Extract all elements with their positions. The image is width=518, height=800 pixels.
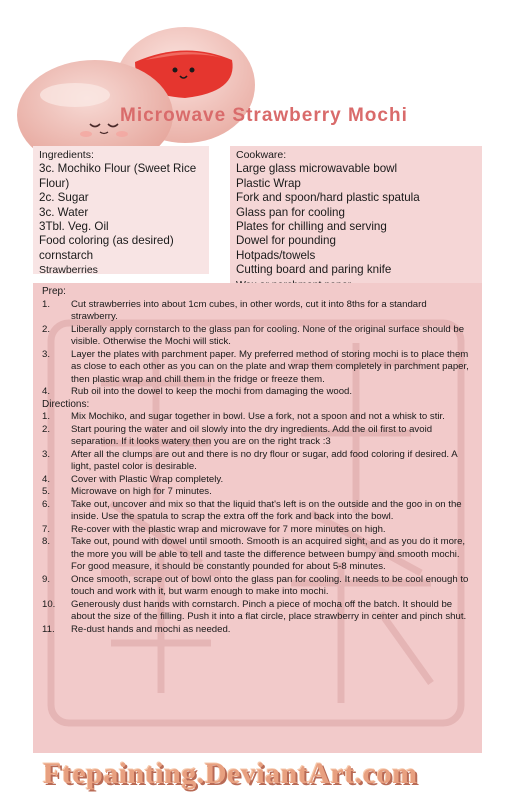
cookware-heading: Cookware:	[236, 149, 287, 161]
ingredient-item: Strawberries	[39, 264, 98, 277]
step-number: 5.	[42, 486, 51, 497]
cookware-item: Cutting board and paring knife	[236, 263, 392, 277]
list-item	[42, 411, 474, 424]
list-item	[42, 599, 474, 624]
step-text: Cover with Plastic Wrap completely.	[71, 473, 224, 485]
step-text: Generously dust hands with cornstarch. Pinch a piece of mocha off the batch. It should be about the size of the filling. Push it into a flat circle, place strawberry in center and pinch shut.	[71, 598, 467, 622]
directions-list	[42, 411, 474, 636]
cookware-item: Dowel for pounding	[236, 234, 336, 248]
ingredient-item: cornstarch	[39, 248, 94, 262]
step-number: 7.	[42, 523, 51, 535]
step-number: 3.	[42, 348, 51, 360]
step-text: Layer the plates with parchment paper. My preferred method of storing mochi is to place them as close to each other as you can on the plate and wrap them completely in parchment paper, then plastic wrap and chill them in the fridge or freeze them.	[71, 348, 469, 385]
list-item	[42, 499, 474, 524]
ingredient-item: 2c. Sugar	[39, 191, 89, 205]
list-item	[42, 574, 474, 599]
list-item	[42, 449, 474, 474]
deviantart-footer: Ftepainting.DeviantArt.com	[43, 757, 418, 790]
list-item	[42, 324, 474, 349]
ingredient-item: Food coloring (as desired)	[39, 234, 174, 248]
step-number: 1.	[42, 298, 51, 310]
step-number: 1.	[42, 411, 51, 422]
step-number: 11.	[42, 623, 55, 635]
ingredients-panel	[33, 146, 209, 277]
step-text: Cut strawberries into about 1cm cubes, in other words, cut it into 8ths for a standard strawberry.	[71, 298, 427, 322]
cookware-list	[230, 146, 482, 292]
ingredient-item: 3c. Water	[39, 205, 89, 219]
cookware-item: Plates for chilling and serving	[236, 220, 387, 234]
cookware-item: Plastic Wrap	[236, 176, 301, 190]
prep-list	[42, 299, 474, 399]
list-item	[42, 486, 474, 499]
ingredient-item: 3c. Mochiko Flour (Sweet Rice Flour)	[39, 162, 197, 190]
step-text: Microwave on high for 7 minutes.	[71, 486, 212, 497]
step-number: 3.	[42, 448, 51, 460]
list-item	[42, 349, 474, 387]
list-item	[42, 386, 474, 399]
step-text: Re-dust hands and mochi as needed.	[71, 623, 231, 635]
ingredient-item: 3Tbl. Veg. Oil	[39, 220, 109, 234]
cookware-item: Fork and spoon/hard plastic spatula	[236, 191, 420, 205]
step-number: 8.	[42, 536, 51, 547]
prep-heading: Prep:	[42, 286, 66, 297]
list-item	[42, 524, 474, 537]
cookware-item: Glass pan for cooling	[236, 205, 345, 219]
step-number: 2.	[42, 323, 51, 335]
step-text: Mix Mochiko, and sugar together in bowl. Use a fork, not a spoon and not a whisk to stir.	[71, 411, 445, 422]
list-item	[42, 474, 474, 487]
step-text: Take out, uncover and mix so that the liquid that's left is on the outside and the goo in on the inside. Use the spatula to scrap the extra off the fork and back into the bowl.	[71, 498, 462, 522]
page-title: Microwave Strawberry Mochi	[120, 105, 408, 126]
step-number: 9.	[42, 573, 51, 585]
list-item	[42, 424, 474, 449]
cookware-panel	[230, 146, 482, 284]
directions-heading: Directions:	[42, 398, 90, 410]
step-number: 4.	[42, 473, 51, 485]
step-number: 2.	[42, 423, 51, 435]
step-text: Take out, pound with dowel until smooth. Smooth is an acquired sight, and as you do it more, the more you will be able to tell and taste the difference between bumpy and smooth mochi. For good measure, it should be constantly pounded for about 5-8 minutes.	[71, 536, 466, 572]
step-number: 4.	[42, 386, 51, 397]
list-item	[42, 299, 474, 324]
list-item	[42, 536, 474, 574]
step-text: Re-cover with the plastic wrap and microwave for 7 more minutes on high.	[71, 523, 386, 535]
step-text: Liberally apply cornstarch to the glass pan for cooling. None of the original surface should be visible. Otherwise the Mochi will stick.	[71, 323, 465, 347]
step-text: Start pouring the water and oil slowly into the dry ingredients. Add the oil first to avoid separation. If it looks watery then you are on the right track :3	[71, 423, 433, 447]
step-text: Rub oil into the dowel to keep the mochi from damaging the wood.	[71, 386, 353, 397]
ingredients-heading: Ingredients:	[39, 149, 94, 161]
ingredients-list	[33, 146, 209, 278]
list-item	[42, 624, 474, 637]
step-number: 10.	[42, 598, 56, 610]
cookware-item: Large glass microwavable bowl	[236, 162, 398, 176]
step-number: 6.	[42, 498, 51, 510]
step-text: Once smooth, scrape out of bowl onto the glass pan for cooling. It needs to be cool enough to touch and work with it, but warm enough to make into mochi.	[71, 573, 469, 597]
instructions-panel	[33, 283, 482, 753]
step-text: After all the clumps are out and there is no dry flour or sugar, add food coloring if desired. A light, pastel color is desirable.	[71, 448, 458, 472]
cookware-item: Hotpads/towels	[236, 248, 316, 262]
mochi-illustration	[0, 0, 320, 160]
